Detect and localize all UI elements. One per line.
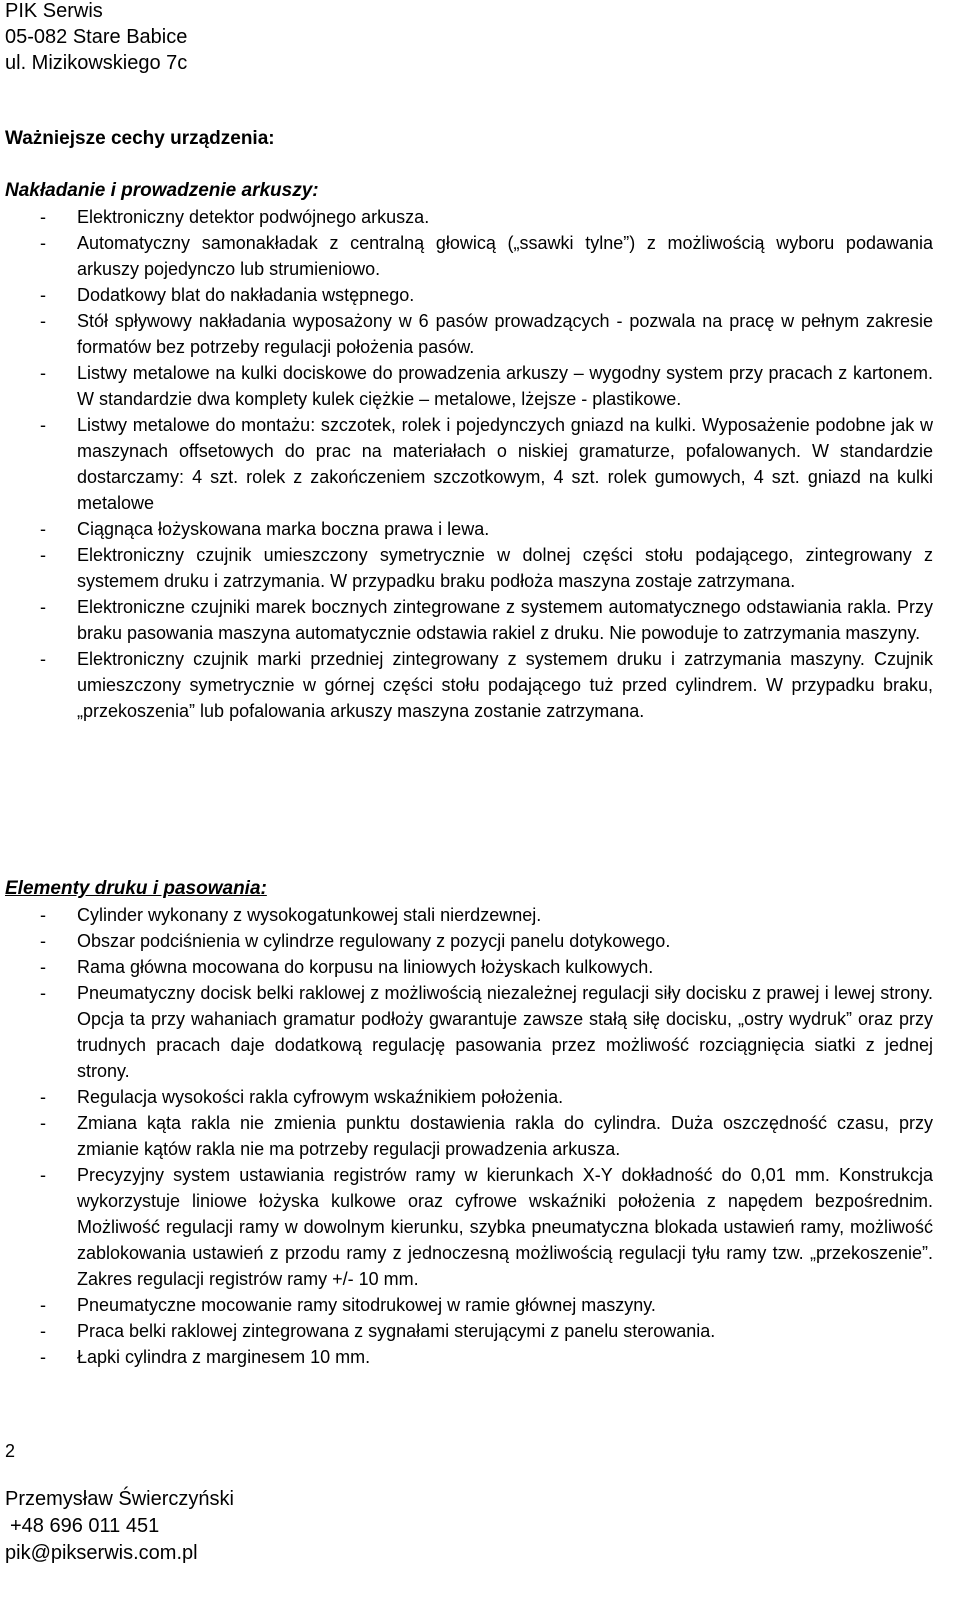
list-item: - Stół spływowy nakładania wyposażony w 6 pasów prowadzących - pozwala na pracę w pełnym zakresie formatów bez potrzeby regulacji położenia pasów. (0, 308, 933, 360)
company-name: PIK Serwis (5, 0, 103, 22)
list-item: - Elektroniczny czujnik marki przedniej zintegrowany z systemem druku i zatrzymania maszyny. Czujnik umieszczony symetrycznie w górnej części stołu podającego tuż przed cylindrem. W przypadku braku, „przekoszenia” lub pofalowania arkuszy maszyna zostanie zatrzymana. (0, 646, 933, 724)
section-heading-feeding: Nakładanie i prowadzenie arkuszy: (5, 180, 319, 201)
company-street: ul. Mizikowskiego 7c (5, 52, 188, 74)
company-postal: 05-082 Stare Babice (5, 26, 188, 48)
bullet-dash: - (40, 1295, 46, 1315)
bullet-dash: - (40, 905, 46, 925)
bullet-dash: - (40, 649, 46, 669)
bullet-dash: - (40, 931, 46, 951)
list-item: - Łapki cylindra z marginesem 10 mm. (0, 1344, 933, 1370)
list-item: - Listwy metalowe do montażu: szczotek, rolek i pojedynczych gniazd na kulki. Wyposażenie podobne jak w maszynach offsetowych do prac na materiałach o niskiej gramaturze, pofalowanych. W standardzie dostarczamy: 4 szt. rolek z zakończeniem szczotkowym, 4 szt. rolek gumowych, 4 szt. gniazd na kulki metalowe (0, 412, 933, 516)
bullet-dash: - (40, 983, 46, 1003)
list-item: - Dodatkowy blat do nakładania wstępnego. (0, 282, 933, 308)
bullet-dash: - (40, 545, 46, 565)
bullet-dash: - (40, 415, 46, 435)
bullet-dash: - (40, 363, 46, 383)
list-item: - Rama główna mocowana do korpusu na liniowych łożyskach kulkowych. (0, 954, 933, 980)
list-item: - Pneumatyczny docisk belki raklowej z możliwością niezależnej regulacji siły docisku z prawej i lewej strony. Opcja ta przy wahaniach gramatur podłoży gwarantuje zawsze stałą siłę docisku, „ostry wydruk” oraz przy trudnych pracach daje dodatkową regulację pasowania przez możliwość rozciągnięcia siatki z jednej strony. (0, 980, 933, 1084)
feature-list-printing (0, 902, 933, 1370)
bullet-dash: - (40, 597, 46, 617)
bullet-dash: - (40, 1113, 46, 1133)
bullet-dash: - (40, 957, 46, 977)
bullet-dash: - (40, 1165, 46, 1185)
bullet-dash: - (40, 1321, 46, 1341)
contact-phone: +48 696 011 451 (10, 1515, 160, 1537)
bullet-dash: - (40, 1347, 46, 1367)
feature-list-feeding (0, 204, 933, 724)
contact-footer (5, 1486, 234, 1567)
bullet-dash: - (40, 233, 46, 253)
section-heading-printing: Elementy druku i pasowania: (5, 878, 267, 899)
bullet-dash: - (40, 519, 46, 539)
page-number: 2 (5, 1441, 16, 1461)
bullet-dash: - (40, 311, 46, 331)
list-item: - Regulacja wysokości rakla cyfrowym wskaźnikiem położenia. (0, 1084, 933, 1110)
bullet-dash: - (40, 1087, 46, 1107)
list-item: - Precyzyjny system ustawiania registrów ramy w kierunkach X-Y dokładność do 0,01 mm. Konstrukcja wykorzystuje liniowe łożyska kulkowe oraz cyfrowe wskaźniki położenia z napędem bezpośrednim. Możliwość regulacji ramy w dowolnym kierunku, szybka pneumatyczna blokada ustawień ramy, możliwość zablokowania ustawień z przodu ramy z jednoczesną możliwością regulacji tyłu ramy tzw. „przekoszenie”. Zakres regulacji registrów ramy +/- 10 mm. (0, 1162, 933, 1292)
list-item: - Automatyczny samonakładak z centralną głowicą („ssawki tylne”) z możliwością wyboru podawania arkuszy pojedynczo lub strumieniowo. (0, 230, 933, 282)
list-item: - Pneumatyczne mocowanie ramy sitodrukowej w ramie głównej maszyny. (0, 1292, 933, 1318)
bullet-dash: - (40, 207, 46, 227)
list-item: - Elektroniczny czujnik umieszczony symetrycznie w dolnej części stołu podającego, zintegrowany z systemem druku i zatrzymania. W przypadku braku podłoża maszyna zostaje zatrzymana. (0, 542, 933, 594)
list-item: - Listwy metalowe na kulki dociskowe do prowadzenia arkuszy – wygodny system przy pracach z kartonem. W standardzie dwa komplety kulek ciężkie – metalowe, lżejsze - plastikowe. (0, 360, 933, 412)
list-item: - Obszar podciśnienia w cylindrze regulowany z pozycji panelu dotykowego. (0, 928, 933, 954)
list-item: - Zmiana kąta rakla nie zmienia punktu dostawienia rakla do cylindra. Duża oszczędność czasu, przy zmianie kątów rakla nie ma potrzeby regulacji prowadzenia arkusza. (0, 1110, 933, 1162)
list-item: - Elektroniczny detektor podwójnego arkusza. (0, 204, 933, 230)
contact-email[interactable]: pik@pikserwis.com.pl (5, 1542, 198, 1564)
list-item: - Praca belki raklowej zintegrowana z sygnałami sterującymi z panelu sterowania. (0, 1318, 933, 1344)
list-item: - Elektroniczne czujniki marek bocznych zintegrowane z systemem automatycznego odstawiania rakla. Przy braku pasowania maszyna automatycznie odstawia rakiel z druku. Nie powoduje to zatrzymania maszyny. (0, 594, 933, 646)
bullet-dash: - (40, 285, 46, 305)
list-item: - Cylinder wykonany z wysokogatunkowej stali nierdzewnej. (0, 902, 933, 928)
main-heading: Ważniejsze cechy urządzenia: (5, 128, 275, 149)
list-item: - Ciągnąca łożyskowana marka boczna prawa i lewa. (0, 516, 933, 542)
company-header (5, 0, 187, 76)
contact-name: Przemysław Świerczyński (5, 1488, 234, 1510)
